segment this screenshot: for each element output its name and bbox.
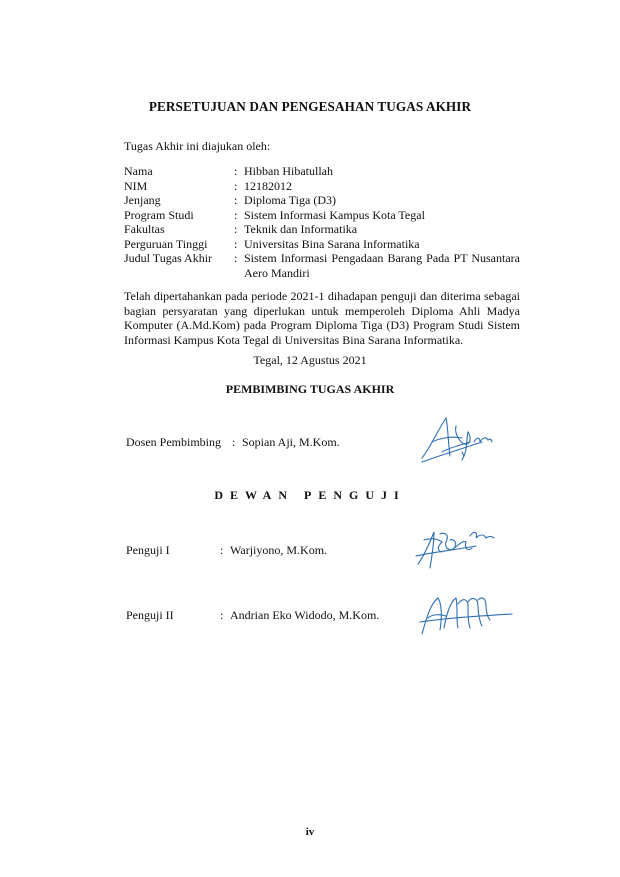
- info-row-program-studi: [124, 208, 520, 223]
- info-value: Hibban Hibatullah: [244, 164, 333, 178]
- page-number: iv: [305, 826, 315, 838]
- info-value: Universitas Bina Sarana Informatika: [244, 236, 420, 251]
- penguji-2-row: [126, 608, 426, 624]
- pembimbing-colon: :: [232, 435, 236, 449]
- info-label: Program Studi: [124, 207, 194, 222]
- info-colon: :: [234, 193, 238, 207]
- penguji-colon: :: [220, 543, 224, 557]
- pembimbing-signature: [418, 412, 500, 468]
- info-row-perguruan-tinggi: [124, 237, 520, 252]
- pembimbing-heading: PEMBIMBING TUGAS AKHIR: [225, 382, 395, 396]
- penguji-1-signature: [414, 526, 500, 572]
- info-label: Fakultas: [124, 222, 165, 236]
- dewan-penguji-heading: DEWAN PENGUJI: [214, 488, 406, 502]
- pembimbing-name: Sopian Aji, M.Kom.: [242, 435, 340, 449]
- penguji-label: Penguji II: [126, 608, 174, 622]
- penguji-name: Andrian Eko Widodo, M.Kom.: [230, 608, 380, 622]
- document-title: PERSETUJUAN DAN PENGESAHAN TUGAS AKHIR: [148, 99, 472, 114]
- penguji-colon: :: [220, 608, 224, 622]
- info-label: Jenjang: [124, 193, 161, 207]
- info-colon: :: [234, 251, 238, 265]
- info-value: 12182012: [244, 178, 292, 193]
- info-value: Sistem Informasi Pengadaan Barang Pada PT Nusantara Aero Mandiri: [244, 251, 520, 280]
- info-row-fakultas: [124, 222, 520, 237]
- place-date: Tegal, 12 Agustus 2021: [253, 353, 367, 367]
- info-label: Judul Tugas Akhir: [124, 251, 213, 265]
- info-colon: :: [234, 164, 238, 178]
- info-colon: :: [234, 222, 238, 236]
- info-label: NIM: [124, 178, 148, 193]
- info-row-jenjang: [124, 193, 520, 208]
- info-row-nama: [124, 164, 520, 179]
- info-label: Perguruan Tinggi: [124, 236, 208, 251]
- penguji-2-signature: [416, 590, 516, 640]
- info-value: Teknik dan Informatika: [244, 222, 358, 236]
- pembimbing-label: Dosen Pembimbing: [126, 435, 221, 449]
- info-colon: :: [234, 178, 238, 193]
- info-value: Sistem Informasi Kampus Kota Tegal: [244, 207, 425, 222]
- info-row-nim: [124, 179, 520, 194]
- info-colon: :: [234, 207, 238, 222]
- pembimbing-row: [126, 435, 426, 451]
- student-info-table: [124, 164, 520, 280]
- approval-paragraph: Telah dipertahankan pada periode 2021-1 dihadapan penguji dan diterima sebagai bagian persyaratan yang diperlukan untuk memperoleh Diploma Ahli Madya Komputer (A.Md.Kom) pada Program Diploma Tiga (D3) Program Studi Sistem Informasi Kampus Kota Tegal di Universitas Bina Sarana Informatika.: [124, 289, 520, 347]
- info-value: Diploma Tiga (D3): [244, 193, 337, 207]
- info-row-judul: [124, 251, 520, 280]
- penguji-label: Penguji I: [126, 543, 170, 557]
- penguji-name: Warjiyono, M.Kom.: [230, 543, 328, 557]
- info-colon: :: [234, 236, 238, 251]
- intro-text: Tugas Akhir ini diajukan oleh:: [124, 139, 271, 153]
- penguji-1-row: [126, 543, 426, 559]
- info-label: Nama: [124, 164, 153, 178]
